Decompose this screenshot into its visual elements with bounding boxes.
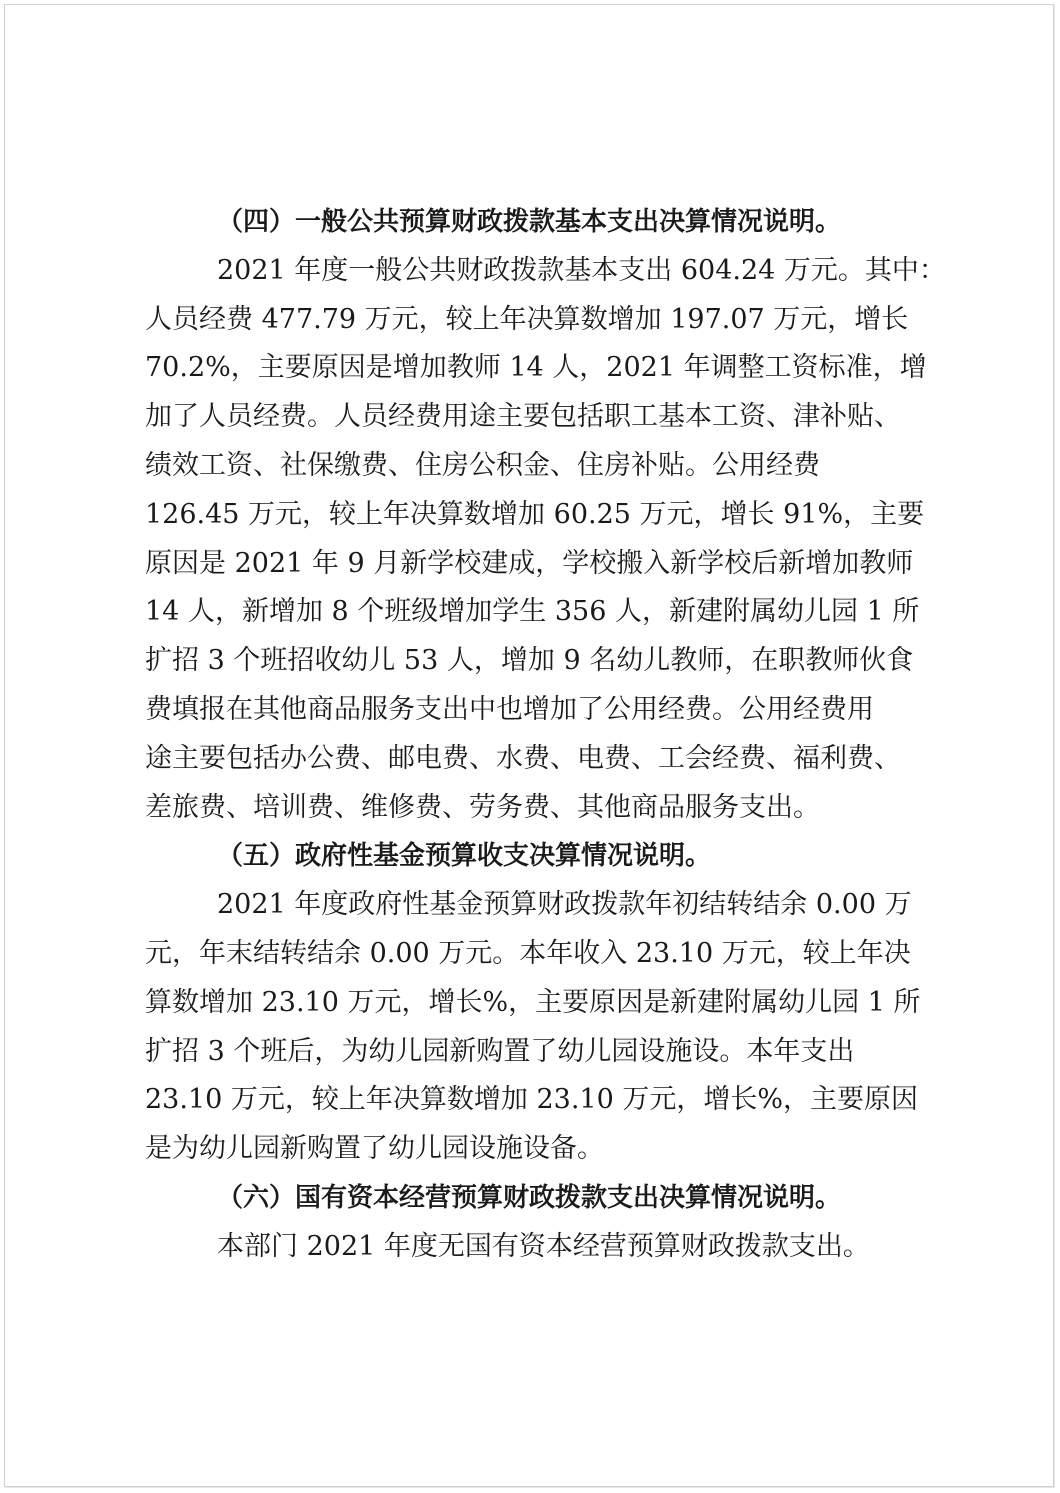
paragraph-line: 是为幼儿园新购置了幼儿园设施设备。 <box>145 1133 604 1165</box>
paragraph-line: 绩效工资、社保缴费、住房公积金、住房补贴。公用经费 <box>145 449 820 481</box>
paragraph-line: 2021 年度一般公共财政拨款基本支出 604.24 万元。其中： <box>217 254 946 286</box>
paragraph-line: 23.10 万元，较上年决算数增加 23.10 万元，增长%，主要原因 <box>145 1084 918 1116</box>
paragraph-line: 差旅费、培训费、维修费、劳务费、其他商品服务支出。 <box>145 791 820 823</box>
section-heading-4: （四）一般公共预算财政拨款基本支出决算情况说明。 <box>217 207 842 237</box>
paragraph-line: 扩招 3 个班后，为幼儿园新购置了幼儿园设施设。本年支出 <box>145 1035 855 1067</box>
paragraph-line: 原因是 2021 年 9 月新学校建成，学校搬入新学校后新增加教师 <box>145 547 914 579</box>
paragraph-line: 扩招 3 个班招收幼儿 53 人，增加 9 名幼儿教师，在职教师伙食 <box>145 645 914 677</box>
document-body <box>145 198 965 1272</box>
document-page <box>4 4 1054 1487</box>
paragraph-line: 费填报在其他商品服务支出中也增加了公用经费。公用经费用 <box>145 693 874 725</box>
paragraph-line: 算数增加 23.10 万元，增长%，主要原因是新建附属幼儿园 1 所 <box>145 986 921 1018</box>
section-heading-6: （六）国有资本经营预算财政拨款支出决算情况说明。 <box>217 1182 842 1213</box>
paragraph-line: 14 人，新增加 8 个班级增加学生 356 人，新建附属幼儿园 1 所 <box>145 596 920 628</box>
section-heading-5: （五）政府性基金预算收支决算情况说明。 <box>217 841 712 872</box>
paragraph-line: 2021 年度政府性基金预算财政拨款年初结转结余 0.00 万 <box>217 889 912 921</box>
paragraph-line: 途主要包括办公费、邮电费、水费、电费、工会经费、福利费、 <box>145 742 901 774</box>
paragraph-line: 元，年末结转结余 0.00 万元。本年收入 23.10 万元，较上年决 <box>145 937 911 969</box>
paragraph-line: 人员经费 477.79 万元，较上年决算数增加 197.07 万元，增长 <box>145 303 909 335</box>
paragraph-line: 本部门 2021 年度无国有资本经营预算财政拨款支出。 <box>217 1230 870 1262</box>
paragraph-line: 加了人员经费。人员经费用途主要包括职工基本工资、津补贴、 <box>145 401 901 433</box>
paragraph-line: 126.45 万元，较上年决算数增加 60.25 万元，增长 91%，主要 <box>145 498 925 530</box>
paragraph-line: 70.2%，主要原因是增加教师 14 人，2021 年调整工资标准，增 <box>145 352 927 384</box>
